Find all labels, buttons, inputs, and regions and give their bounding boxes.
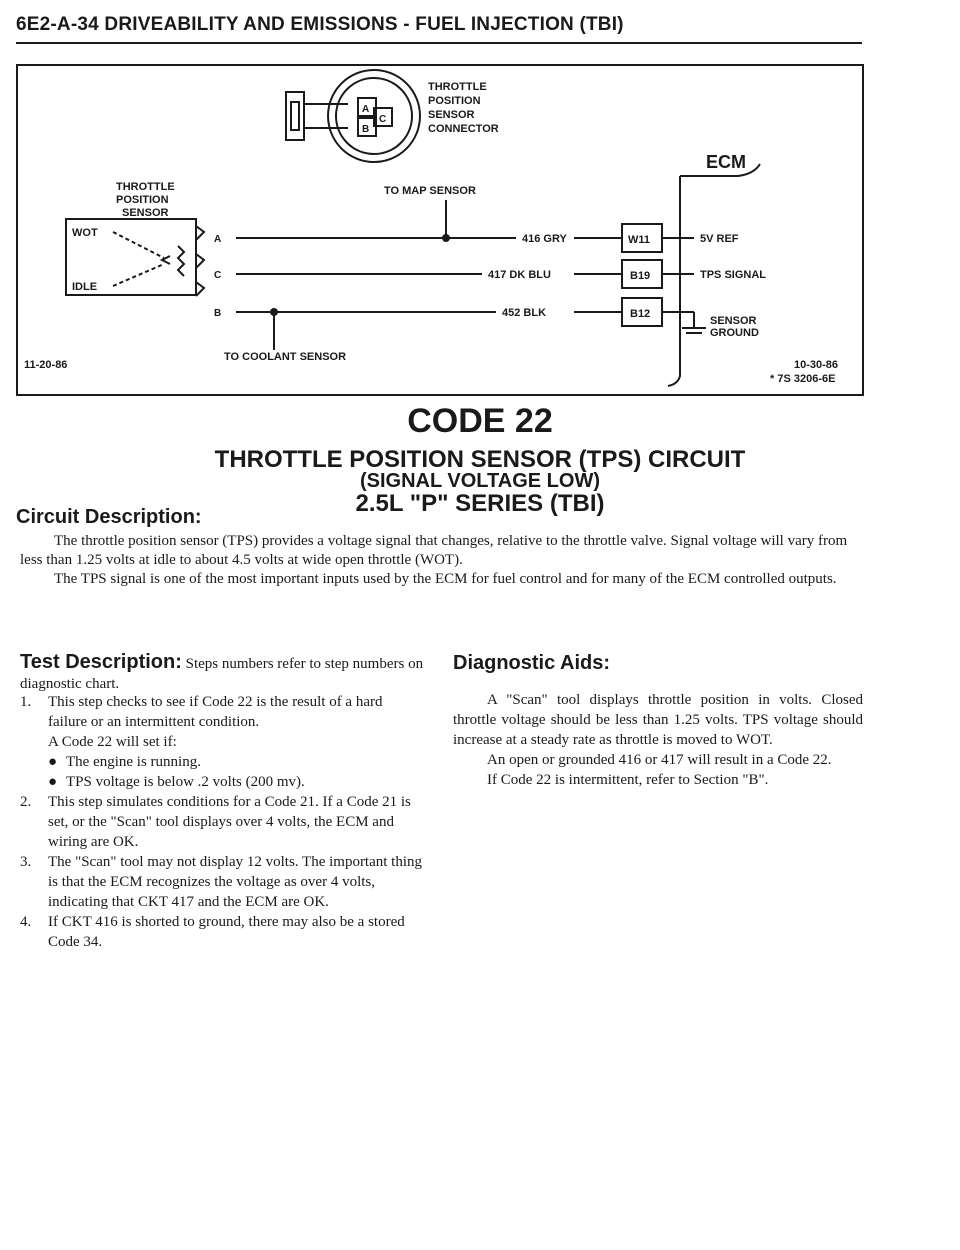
wiring-diagram-svg [18,66,862,394]
tps-resistor [178,246,184,276]
ecm-boundary-vertical [668,176,680,386]
sensor-label-line-1: THROTTLE [116,181,175,193]
step-3-text: The "Scan" tool may not display 12 volts. The important thing is that the ECM recognizes the voltage as over 4 volts, indicating that CKT 417 and the ECM are OK. [48,854,423,910]
connector-label-line-2: POSITION [428,95,481,107]
connector-body-lines [304,104,348,128]
bullet-1-text: The engine is running. [66,754,201,770]
wire-417-label: 417 DK BLU [488,269,551,281]
wiring-diagram [16,64,864,396]
bullet-dot: ● [48,774,58,790]
wot-label: WOT [72,227,98,239]
junction-coolant [271,309,277,315]
idle-dashed [113,264,164,286]
diagnostic-aids [453,690,863,790]
diagram-date-right: 10-30-86 [794,359,839,371]
sensor-pin-a: A [214,234,222,245]
subtitle-series: 2.5L "P" SERIES (TBI) [355,490,605,517]
step-1-number: 1. [20,694,32,710]
sensor-pin-b: B [214,308,222,319]
to-coolant-sensor-label: TO COOLANT SENSOR [224,351,347,363]
subtitle-circuit: THROTTLE POSITION SENSOR (TPS) CIRCUIT [214,446,746,473]
connector-pin-c-label: C [379,114,387,125]
connector-pin-b-label: B [362,124,370,135]
wot-dashed [113,232,164,258]
sensor-label-line-3: SENSOR [122,207,169,219]
test-description-intro-block [20,652,425,694]
to-map-sensor-label: TO MAP SENSOR [384,185,476,197]
sensor-ground-label-2: GROUND [710,327,759,339]
wire-452-label: 452 BLK [502,307,547,319]
connector-label-line-1: THROTTLE [428,81,487,93]
step-1-bullet-2 [20,772,425,792]
test-description-intro: Steps numbers refer to step numbers on diagnostic chart. [20,656,424,692]
sensor-pin-arrows [196,226,204,296]
diagnostic-aids-heading: Diagnostic Aids: [453,652,611,674]
sensor-ground-label-1: SENSOR [710,315,757,327]
idle-label: IDLE [72,281,98,293]
diagram-ref-number: * 7S 3206-6E [770,373,836,385]
step-4-text: If CKT 416 is shorted to ground, there may also be a stored Code 34. [48,914,405,950]
test-steps [20,692,425,952]
connector-housing-left [286,92,304,140]
circuit-description-heading: Circuit Description: [16,506,202,528]
code-title: CODE 22 [407,402,553,440]
circuit-description-p1: The throttle position sensor (TPS) provides a voltage signal that changes, relative to the throttle valve. Signal voltage will vary from less than 1.25 volts at idle to about 4.5 volts at wide open throttle (WOT). [20,533,848,568]
connector-label-line-4: CONNECTOR [428,123,499,135]
bullet-dot: ● [48,754,58,770]
wire-416-label: 416 GRY [522,233,567,245]
step-1 [20,692,425,732]
step-2 [20,792,425,852]
ecm-label: ECM [706,152,746,172]
ecm-5vref-label: 5V REF [700,233,739,245]
test-description-heading: Test Description: [20,651,182,673]
sensor-pin-c: C [214,270,222,281]
subtitle-voltage: (SIGNAL VOLTAGE LOW) [360,470,600,492]
terminal-b19-label: B19 [630,270,651,282]
junction-map [443,235,449,241]
step-1-sub: A Code 22 will set if: [48,734,177,750]
step-1-text: This step checks to see if Code 22 is the result of a hard failure or an intermittent condition. [48,694,383,730]
terminal-b12-label: B12 [630,308,651,320]
step-3-number: 3. [20,854,32,870]
connector-label-line-3: SENSOR [428,109,475,121]
diagram-date-left: 11-20-86 [24,359,68,371]
terminal-w11-label: W11 [628,234,651,246]
circuit-description-p2: The TPS signal is one of the most important inputs used by the ECM for fuel control and for many of the ECM controlled outputs. [54,571,837,587]
sensor-label-line-2: POSITION [116,194,169,206]
step-2-number: 2. [20,794,32,810]
step-2-text: This step simulates conditions for a Code 21. If a Code 21 is set, or the "Scan" tool displays over 4 volts, the ECM and wiring are OK. [48,794,411,850]
step-4-number: 4. [20,914,32,930]
diagnostic-aids-p3: If Code 22 is intermittent, refer to Section "B". [487,772,769,788]
connector-pin-a-label: A [362,104,370,115]
diagnostic-aids-p2: An open or grounded 416 or 417 will result in a Code 22. [487,752,832,768]
diagnostic-aids-p1: A "Scan" tool displays throttle position in volts. Closed throttle voltage should be less than 1.25 volts. TPS voltage should increase at a steady rate as throttle is moved to WOT. [453,692,863,748]
step-4 [20,912,425,952]
page-header: 6E2-A-34 DRIVEABILITY AND EMISSIONS - FUEL INJECTION (TBI) [16,14,862,44]
step-3 [20,852,425,912]
bullet-2-text: TPS voltage is below .2 volts (200 mv). [66,774,305,790]
step-1-bullet-1 [20,752,425,772]
connector-key [291,102,299,130]
ecm-tps-signal-label: TPS SIGNAL [700,269,767,281]
